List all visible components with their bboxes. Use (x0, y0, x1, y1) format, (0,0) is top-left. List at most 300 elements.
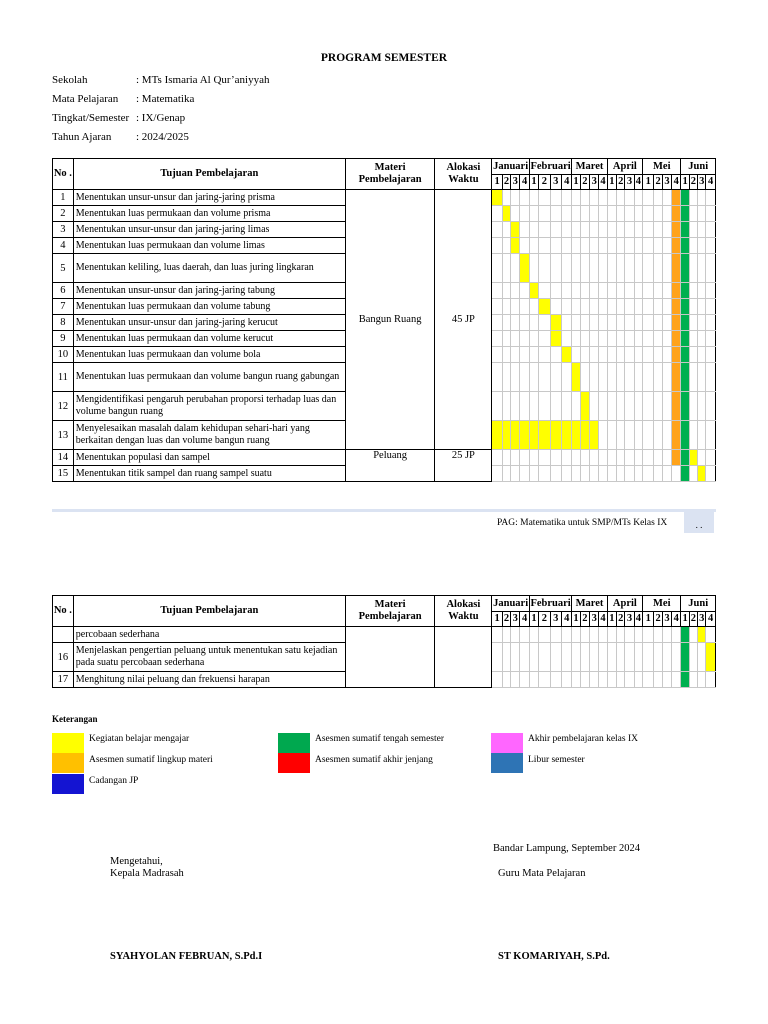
legend-title: Keterangan (52, 714, 98, 724)
schedule-cell (539, 627, 550, 643)
week-number: 4 (562, 175, 572, 190)
week-number: 3 (590, 612, 599, 627)
schedule-cell (662, 238, 671, 254)
schedule-cell (698, 331, 706, 347)
schedule-cell (689, 206, 697, 222)
schedule-table-2 (52, 595, 716, 688)
schedule-cell (562, 299, 572, 315)
schedule-cell (617, 315, 625, 331)
schedule-cell (492, 331, 502, 347)
schedule-cell (662, 315, 671, 331)
schedule-cell (607, 331, 616, 347)
schedule-cell (539, 315, 550, 331)
schedule-cell (520, 283, 529, 299)
teacher-name: ST KOMARIYAH, S.Pd. (498, 951, 610, 962)
schedule-cell (625, 363, 634, 392)
week-number: 2 (689, 612, 697, 627)
week-number: 2 (654, 175, 662, 190)
schedule-cell (681, 347, 689, 363)
schedule-cell (529, 254, 538, 283)
schedule-cell (580, 222, 589, 238)
schedule-cell (529, 331, 538, 347)
schedule-cell (643, 299, 654, 315)
schedule-cell (520, 299, 529, 315)
schedule-cell (529, 643, 538, 672)
schedule-cell (643, 627, 654, 643)
schedule-cell (492, 206, 502, 222)
schedule-cell (590, 347, 599, 363)
schedule-cell (607, 299, 616, 315)
schedule-cell (529, 206, 538, 222)
schedule-cell (599, 206, 607, 222)
schedule-cell (681, 421, 689, 450)
header-month: April (607, 159, 642, 175)
schedule-cell (502, 466, 510, 482)
alokasi-cell: 45 JP (435, 190, 492, 450)
week-number: 2 (539, 612, 550, 627)
schedule-cell (520, 238, 529, 254)
schedule-cell (625, 283, 634, 299)
schedule-cell (502, 627, 510, 643)
schedule-cell (520, 206, 529, 222)
schedule-cell (539, 283, 550, 299)
schedule-cell (511, 238, 520, 254)
schedule-cell (550, 363, 561, 392)
schedule-cell (572, 466, 580, 482)
schedule-cell (562, 466, 572, 482)
schedule-cell (689, 331, 697, 347)
schedule-cell (550, 299, 561, 315)
schedule-cell (511, 283, 520, 299)
schedule-cell (698, 627, 706, 643)
week-number: 2 (502, 175, 510, 190)
schedule-cell (562, 283, 572, 299)
learning-objective: Menentukan luas permukaan dan volume kerucut (73, 331, 345, 347)
schedule-cell (562, 672, 572, 688)
legend-swatch-libur (491, 753, 523, 773)
header-month: Juni (681, 596, 716, 612)
schedule-cell (539, 466, 550, 482)
row-number: 8 (53, 315, 74, 331)
schedule-cell (590, 254, 599, 283)
schedule-cell (662, 299, 671, 315)
schedule-cell (580, 643, 589, 672)
schedule-cell (520, 450, 529, 466)
schedule-cell (698, 466, 706, 482)
schedule-cell (562, 331, 572, 347)
schedule-cell (689, 347, 697, 363)
schedule-cell (689, 363, 697, 392)
schedule-cell (562, 254, 572, 283)
schedule-cell (590, 672, 599, 688)
schedule-cell (590, 466, 599, 482)
header-no: No . (53, 159, 74, 190)
week-number: 2 (580, 175, 589, 190)
week-number: 3 (511, 175, 520, 190)
schedule-cell (550, 421, 561, 450)
row-number: 11 (53, 363, 74, 392)
week-number: 4 (562, 612, 572, 627)
schedule-cell (550, 254, 561, 283)
schedule-cell (706, 254, 716, 283)
schedule-cell (492, 222, 502, 238)
learning-objective: Menentukan luas permukaan dan volume bangun ruang gabungan (73, 363, 345, 392)
week-number: 4 (672, 612, 681, 627)
schedule-cell (607, 190, 616, 206)
schedule-cell (607, 363, 616, 392)
schedule-cell (698, 254, 706, 283)
schedule-cell (625, 392, 634, 421)
schedule-cell (689, 392, 697, 421)
schedule-cell (681, 222, 689, 238)
schedule-cell (689, 283, 697, 299)
schedule-cell (550, 627, 561, 643)
schedule-cell (607, 315, 616, 331)
row-number: 6 (53, 283, 74, 299)
schedule-cell (681, 299, 689, 315)
schedule-cell (634, 421, 642, 450)
header-alokasi: Alokasi Waktu (435, 596, 492, 627)
schedule-cell (492, 363, 502, 392)
schedule-cell (550, 190, 561, 206)
week-number: 1 (607, 612, 616, 627)
schedule-cell (672, 363, 681, 392)
schedule-cell (625, 466, 634, 482)
alokasi-cell (435, 627, 492, 688)
schedule-cell (689, 299, 697, 315)
schedule-cell (550, 222, 561, 238)
schedule-cell (492, 254, 502, 283)
schedule-cell (580, 347, 589, 363)
schedule-cell (511, 643, 520, 672)
schedule-cell (617, 254, 625, 283)
schedule-cell (689, 238, 697, 254)
schedule-cell (599, 254, 607, 283)
schedule-cell (654, 363, 662, 392)
schedule-cell (520, 315, 529, 331)
schedule-cell (654, 643, 662, 672)
week-number: 3 (698, 612, 706, 627)
schedule-cell (698, 672, 706, 688)
schedule-cell (662, 672, 671, 688)
schedule-cell (706, 283, 716, 299)
learning-objective: Menjelaskan pengertian peluang untuk menentukan satu kejadian pada suatu percobaan sederhana (73, 643, 345, 672)
schedule-cell (643, 450, 654, 466)
schedule-cell (572, 450, 580, 466)
legend-swatch-saj (278, 753, 310, 773)
schedule-cell (520, 347, 529, 363)
schedule-cell (572, 206, 580, 222)
schedule-cell (599, 363, 607, 392)
schedule-cell (529, 466, 538, 482)
schedule-cell (502, 206, 510, 222)
schedule-cell (520, 392, 529, 421)
schedule-cell (502, 299, 510, 315)
schedule-cell (550, 347, 561, 363)
row-number: 7 (53, 299, 74, 315)
schedule-cell (654, 672, 662, 688)
schedule-cell (580, 283, 589, 299)
schedule-cell (662, 363, 671, 392)
schedule-cell (511, 466, 520, 482)
schedule-cell (562, 421, 572, 450)
schedule-cell (580, 331, 589, 347)
schedule-cell (617, 206, 625, 222)
schedule-cell (706, 672, 716, 688)
schedule-cell (502, 283, 510, 299)
schedule-cell (643, 392, 654, 421)
schedule-cell (580, 315, 589, 331)
schedule-cell (654, 450, 662, 466)
schedule-cell (511, 331, 520, 347)
row-number: 16 (53, 643, 74, 672)
place-date: Bandar Lampung, September 2024 (493, 843, 640, 854)
schedule-cell (672, 347, 681, 363)
learning-objective: Mengidentifikasi pengaruh perubahan proporsi terhadap luas dan volume bangun ruang (73, 392, 345, 421)
schedule-cell (643, 283, 654, 299)
schedule-cell (539, 254, 550, 283)
schedule-cell (539, 363, 550, 392)
row-number: 14 (53, 450, 74, 466)
schedule-cell (634, 299, 642, 315)
schedule-cell (520, 627, 529, 643)
schedule-cell (502, 331, 510, 347)
row-number (53, 627, 74, 643)
schedule-cell (572, 392, 580, 421)
week-number: 4 (634, 612, 642, 627)
schedule-cell (625, 190, 634, 206)
schedule-cell (607, 450, 616, 466)
week-number: 2 (689, 175, 697, 190)
week-number: 3 (662, 175, 671, 190)
schedule-cell (599, 222, 607, 238)
schedule-cell (662, 190, 671, 206)
schedule-cell (634, 347, 642, 363)
schedule-cell (607, 254, 616, 283)
schedule-cell (672, 331, 681, 347)
row-number: 5 (53, 254, 74, 283)
schedule-cell (654, 392, 662, 421)
schedule-cell (625, 299, 634, 315)
schedule-cell (580, 450, 589, 466)
schedule-cell (643, 254, 654, 283)
schedule-cell (580, 190, 589, 206)
header-tujuan: Tujuan Pembelajaran (73, 596, 345, 627)
schedule-cell (662, 421, 671, 450)
schedule-cell (562, 222, 572, 238)
schedule-cell (590, 331, 599, 347)
header-month: Maret (572, 159, 607, 175)
week-number: 1 (607, 175, 616, 190)
schedule-cell (502, 238, 510, 254)
schedule-cell (492, 283, 502, 299)
schedule-cell (625, 315, 634, 331)
schedule-cell (672, 627, 681, 643)
schedule-cell (550, 392, 561, 421)
schedule-cell (681, 190, 689, 206)
schedule-cell (550, 466, 561, 482)
schedule-cell (698, 299, 706, 315)
schedule-cell (643, 672, 654, 688)
schedule-cell (625, 206, 634, 222)
schedule-cell (689, 643, 697, 672)
schedule-cell (572, 347, 580, 363)
schedule-cell (617, 190, 625, 206)
schedule-cell (625, 450, 634, 466)
learning-objective: Menentukan unsur-unsur dan jaring-jaring kerucut (73, 315, 345, 331)
header-month: April (607, 596, 642, 612)
schedule-cell (492, 238, 502, 254)
schedule-cell (607, 206, 616, 222)
schedule-cell (520, 331, 529, 347)
learning-objective: Menentukan unsur-unsur dan jaring-jaring tabung (73, 283, 345, 299)
schedule-cell (580, 392, 589, 421)
schedule-cell (580, 421, 589, 450)
schedule-cell (539, 238, 550, 254)
schedule-cell (572, 238, 580, 254)
schedule-cell (681, 672, 689, 688)
schedule-cell (681, 331, 689, 347)
header-month: Maret (572, 596, 607, 612)
schedule-cell (539, 450, 550, 466)
schedule-cell (681, 283, 689, 299)
schedule-cell (590, 283, 599, 299)
legend-swatch-kbm (52, 733, 84, 753)
footer-text: PAG: Matematika untuk SMP/MTs Kelas IX (497, 518, 668, 528)
week-number: 3 (550, 612, 561, 627)
schedule-cell (599, 466, 607, 482)
schedule-cell (550, 315, 561, 331)
schedule-cell (706, 421, 716, 450)
schedule-cell (539, 206, 550, 222)
learning-objective: Menentukan populasi dan sampel (73, 450, 345, 466)
schedule-cell (634, 672, 642, 688)
learning-objective: percobaan sederhana (73, 627, 345, 643)
schedule-cell (698, 363, 706, 392)
week-number: 2 (580, 612, 589, 627)
schedule-cell (689, 466, 697, 482)
schedule-cell (580, 363, 589, 392)
legend-label: Asesmen sumatif tengah semester (315, 734, 445, 744)
schedule-cell (599, 392, 607, 421)
schedule-cell (590, 299, 599, 315)
schedule-cell (643, 466, 654, 482)
schedule-cell (511, 421, 520, 450)
week-number: 1 (529, 175, 538, 190)
week-number: 1 (492, 612, 502, 627)
week-number: 4 (634, 175, 642, 190)
schedule-cell (520, 466, 529, 482)
schedule-cell (706, 627, 716, 643)
week-number: 1 (681, 175, 689, 190)
schedule-cell (529, 190, 538, 206)
schedule-cell (643, 363, 654, 392)
header-month: Mei (643, 596, 681, 612)
schedule-cell (511, 450, 520, 466)
schedule-cell (599, 315, 607, 331)
schedule-cell (539, 331, 550, 347)
schedule-cell (654, 238, 662, 254)
schedule-cell (617, 299, 625, 315)
schedule-cell (599, 190, 607, 206)
schedule-cell (681, 450, 689, 466)
header-month: Juni (681, 159, 716, 175)
schedule-cell (529, 315, 538, 331)
table-row (53, 450, 716, 466)
schedule-cell (607, 238, 616, 254)
schedule-cell (520, 421, 529, 450)
schedule-cell (634, 238, 642, 254)
legend-label: Kegiatan belajar mengajar (89, 734, 190, 744)
schedule-cell (672, 283, 681, 299)
learning-objective: Menentukan unsur-unsur dan jaring-jaring limas (73, 222, 345, 238)
schedule-cell (529, 238, 538, 254)
header-month: Februari (529, 159, 572, 175)
week-number: 1 (529, 612, 538, 627)
schedule-cell (502, 254, 510, 283)
schedule-cell (607, 392, 616, 421)
schedule-cell (662, 392, 671, 421)
schedule-cell (580, 299, 589, 315)
sign-left-line2: Kepala Madrasah (110, 868, 184, 879)
sign-left-line1: Mengetahui, (110, 856, 163, 867)
row-number: 12 (53, 392, 74, 421)
schedule-cell (502, 222, 510, 238)
learning-objective: Menentukan luas permukaan dan volume limas (73, 238, 345, 254)
schedule-cell (520, 363, 529, 392)
learning-objective: Menentukan luas permukaan dan volume prisma (73, 206, 345, 222)
legend-label: Asesmen sumatif akhir jenjang (315, 755, 433, 765)
schedule-cell (529, 392, 538, 421)
schedule-cell (681, 254, 689, 283)
schedule-cell (502, 315, 510, 331)
row-number: 10 (53, 347, 74, 363)
schedule-cell (590, 238, 599, 254)
schedule-cell (634, 190, 642, 206)
sign-right-line: Guru Mata Pelajaran (498, 868, 586, 879)
schedule-cell (539, 421, 550, 450)
schedule-cell (698, 238, 706, 254)
row-number: 4 (53, 238, 74, 254)
schedule-cell (625, 672, 634, 688)
schedule-cell (529, 627, 538, 643)
schedule-cell (599, 347, 607, 363)
schedule-cell (643, 190, 654, 206)
schedule-cell (511, 222, 520, 238)
schedule-cell (654, 283, 662, 299)
page-title: PROGRAM SEMESTER (320, 52, 448, 64)
schedule-cell (672, 222, 681, 238)
legend-label: Asesmen sumatif lingkup materi (89, 755, 213, 765)
header-tujuan: Tujuan Pembelajaran (73, 159, 345, 190)
schedule-cell (706, 222, 716, 238)
week-number: 4 (520, 175, 529, 190)
schedule-cell (502, 450, 510, 466)
schedule-table-1 (52, 158, 716, 482)
schedule-cell (706, 392, 716, 421)
header-month: Januari (492, 596, 529, 612)
learning-objective: Menentukan keliling, luas daerah, dan luas juring lingkaran (73, 254, 345, 283)
schedule-cell (625, 643, 634, 672)
info-value: : IX/Genap (136, 112, 186, 124)
week-number: 1 (643, 612, 654, 627)
schedule-cell (572, 283, 580, 299)
schedule-cell (520, 190, 529, 206)
schedule-cell (492, 392, 502, 421)
materi-cell: Peluang (345, 450, 434, 482)
schedule-cell (550, 283, 561, 299)
schedule-cell (698, 450, 706, 466)
